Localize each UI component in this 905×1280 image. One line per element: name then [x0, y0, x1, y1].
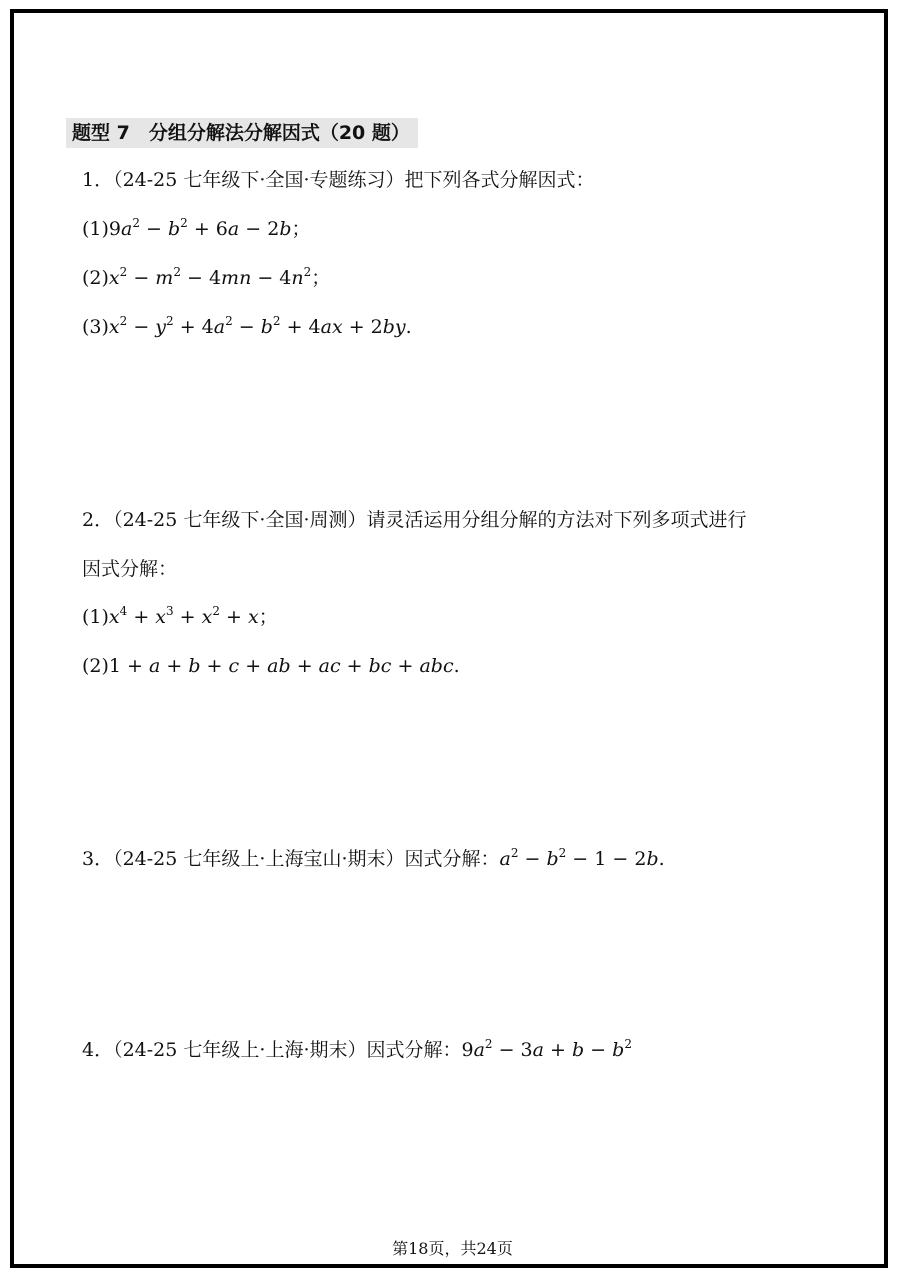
- section-heading: 题型 7 分组分解法分解因式（20 题）: [66, 118, 418, 148]
- problem-3: [82, 845, 665, 873]
- problem-1-stem: 1．（24-25 七年级下·全国·专题练习）把下列各式分解因式：: [82, 169, 595, 191]
- problem-2-stem: 2．（24-25 七年级下·全国·周测）请灵活运用分组分解的方法对下列多项式进行: [82, 509, 747, 531]
- problem-4-stem: 4．（24-25 七年级上·上海·期末）因式分解：: [82, 1039, 462, 1061]
- problem-2-stem-cont: 因式分解：: [82, 558, 178, 580]
- problem-1-part-2: $(2)x^2 - m^2 - 4mn - 4n^2$；: [82, 265, 331, 289]
- problem-4-expr: $9a^2 - 3a + b - b^2$: [461, 1037, 632, 1061]
- page-border: [10, 9, 888, 1268]
- problem-1-part-3: $(3)x^2 - y^2 + 4a^2 - b^2 + 4ax + 2by$.: [82, 314, 412, 338]
- problem-2-part-2: (2)1 + a + b + c + ab + ac + bc + abc.: [82, 655, 460, 677]
- problem-2-part-1: $(1)x^4 + x^3 + x^2 + x$；: [82, 604, 278, 628]
- page-footer: 第18页，共24页: [392, 1239, 513, 1258]
- problem-1-part-1: $(1)9a^2 - b^2 + 6a - 2b$；: [82, 216, 311, 240]
- problem-3-stem: 3．（24-25 七年级上·上海宝山·期末）因式分解：: [82, 848, 500, 870]
- problem-3-expr: $a^2 - b^2 - 1 - 2b$.: [499, 846, 665, 870]
- problem-4: [82, 1036, 632, 1064]
